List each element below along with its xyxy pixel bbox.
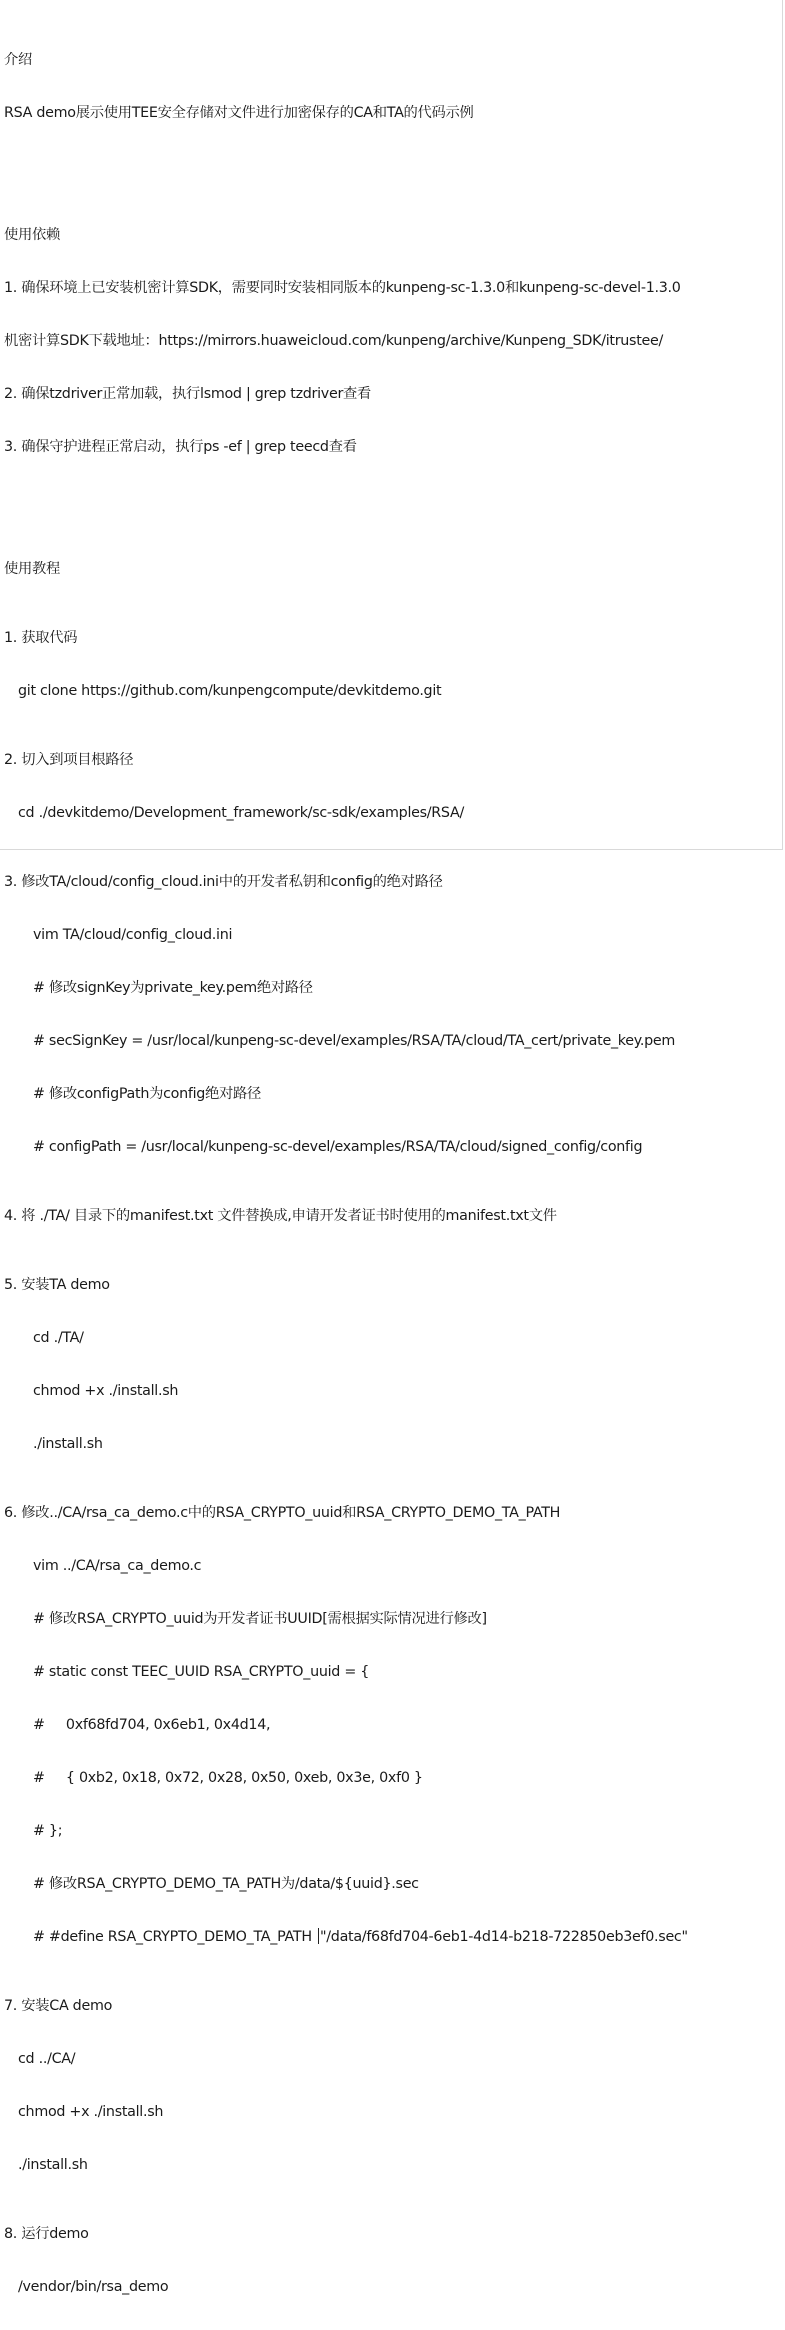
define-line (4, 1927, 782, 1948)
step-command: # { 0xb2, 0x18, 0x72, 0x28, 0x50, 0xeb, 0x3e, 0xf0 } (33, 1770, 423, 1786)
step-command: # 修改RSA_CRYPTO_uuid为开发者证书UUID[需根据实际情况进行修改] (33, 1611, 487, 1627)
step-command: /vendor/bin/rsa_demo (18, 2279, 169, 2295)
step-command: vim TA/cloud/config_cloud.ini (33, 927, 233, 943)
step-title: 8. 运行demo (4, 2226, 89, 2242)
step-command: # 0xf68fd704, 0x6eb1, 0x4d14, (33, 1717, 271, 1733)
step-title: 4. 将 ./TA/ 目录下的manifest.txt 文件替换成,申请开发者证书时使用的manifest.txt文件 (4, 1208, 557, 1224)
blank-line (4, 156, 782, 177)
step-command: cd ./devkitdemo/Development_framework/sc-sdk/examples/RSA/ (18, 805, 464, 821)
step-command: git clone https://github.com/kunpengcompute/devkitdemo.git (18, 683, 442, 699)
text-caret (318, 1928, 319, 1944)
deps-line: 2. 确保tzdriver正常加载，执行lsmod | grep tzdriver查看 (4, 386, 372, 402)
deps-heading: 使用依赖 (4, 227, 60, 243)
step-command: # }; (33, 1823, 63, 1839)
step-command: ./install.sh (33, 1436, 103, 1452)
step-title: 5. 安装TA demo (4, 1277, 110, 1293)
step-command: vim ../CA/rsa_ca_demo.c (33, 1558, 202, 1574)
step-command: # 修改configPath为config绝对路径 (33, 1086, 262, 1102)
deps-line: 3. 确保守护进程正常启动，执行ps -ef | grep teecd查看 (4, 439, 357, 455)
intro-heading: 介绍 (4, 52, 32, 68)
tutorial-heading: 使用教程 (4, 561, 60, 577)
step-command: chmod +x ./install.sh (18, 2104, 164, 2120)
step-command: cd ../CA/ (18, 2051, 76, 2067)
step-command: # static const TEEC_UUID RSA_CRYPTO_uuid = { (33, 1664, 370, 1680)
step-command: ./install.sh (18, 2157, 88, 2173)
deps-line: 1. 确保环境上已安装机密计算SDK，需要同时安装相同版本的kunpeng-sc-1.3.0和kunpeng-sc-devel-1.3.0 (4, 280, 681, 296)
step-command: # 修改RSA_CRYPTO_DEMO_TA_PATH为/data/${uuid}.sec (33, 1876, 419, 1892)
define-prefix: # #define RSA_CRYPTO_DEMO_TA_PATH (33, 1929, 317, 1945)
step-command: # configPath = /usr/local/kunpeng-sc-devel/examples/RSA/TA/cloud/signed_config/config (33, 1139, 643, 1155)
define-value: "/data/f68fd704-6eb1-4d14-b218-722850eb3ef0.sec" (320, 1929, 688, 1945)
step-title: 6. 修改../CA/rsa_ca_demo.c中的RSA_CRYPTO_uuid和RSA_CRYPTO_DEMO_TA_PATH (4, 1505, 561, 1521)
step-title: 2. 切入到项目根路径 (4, 752, 134, 768)
step-command: cd ./TA/ (33, 1330, 84, 1346)
step-title: 3. 修改TA/cloud/config_cloud.ini中的开发者私钥和config的绝对路径 (4, 874, 443, 890)
step-command: # secSignKey = /usr/local/kunpeng-sc-devel/examples/RSA/TA/cloud/TA_cert/private_key.pem (33, 1033, 676, 1049)
step-command: # 修改signKey为private_key.pem绝对路径 (33, 980, 313, 996)
step-command: chmod +x ./install.sh (33, 1383, 179, 1399)
intro-text: RSA demo展示使用TEE安全存储对文件进行加密保存的CA和TA的代码示例 (4, 105, 474, 121)
deps-line: 机密计算SDK下载地址：https://mirrors.huaweicloud.com/kunpeng/archive/Kunpeng_SDK/itrustee/ (4, 333, 664, 349)
step-title: 7. 安装CA demo (4, 1998, 113, 2014)
blank-line (4, 490, 782, 511)
step-title: 1. 获取代码 (4, 630, 78, 646)
